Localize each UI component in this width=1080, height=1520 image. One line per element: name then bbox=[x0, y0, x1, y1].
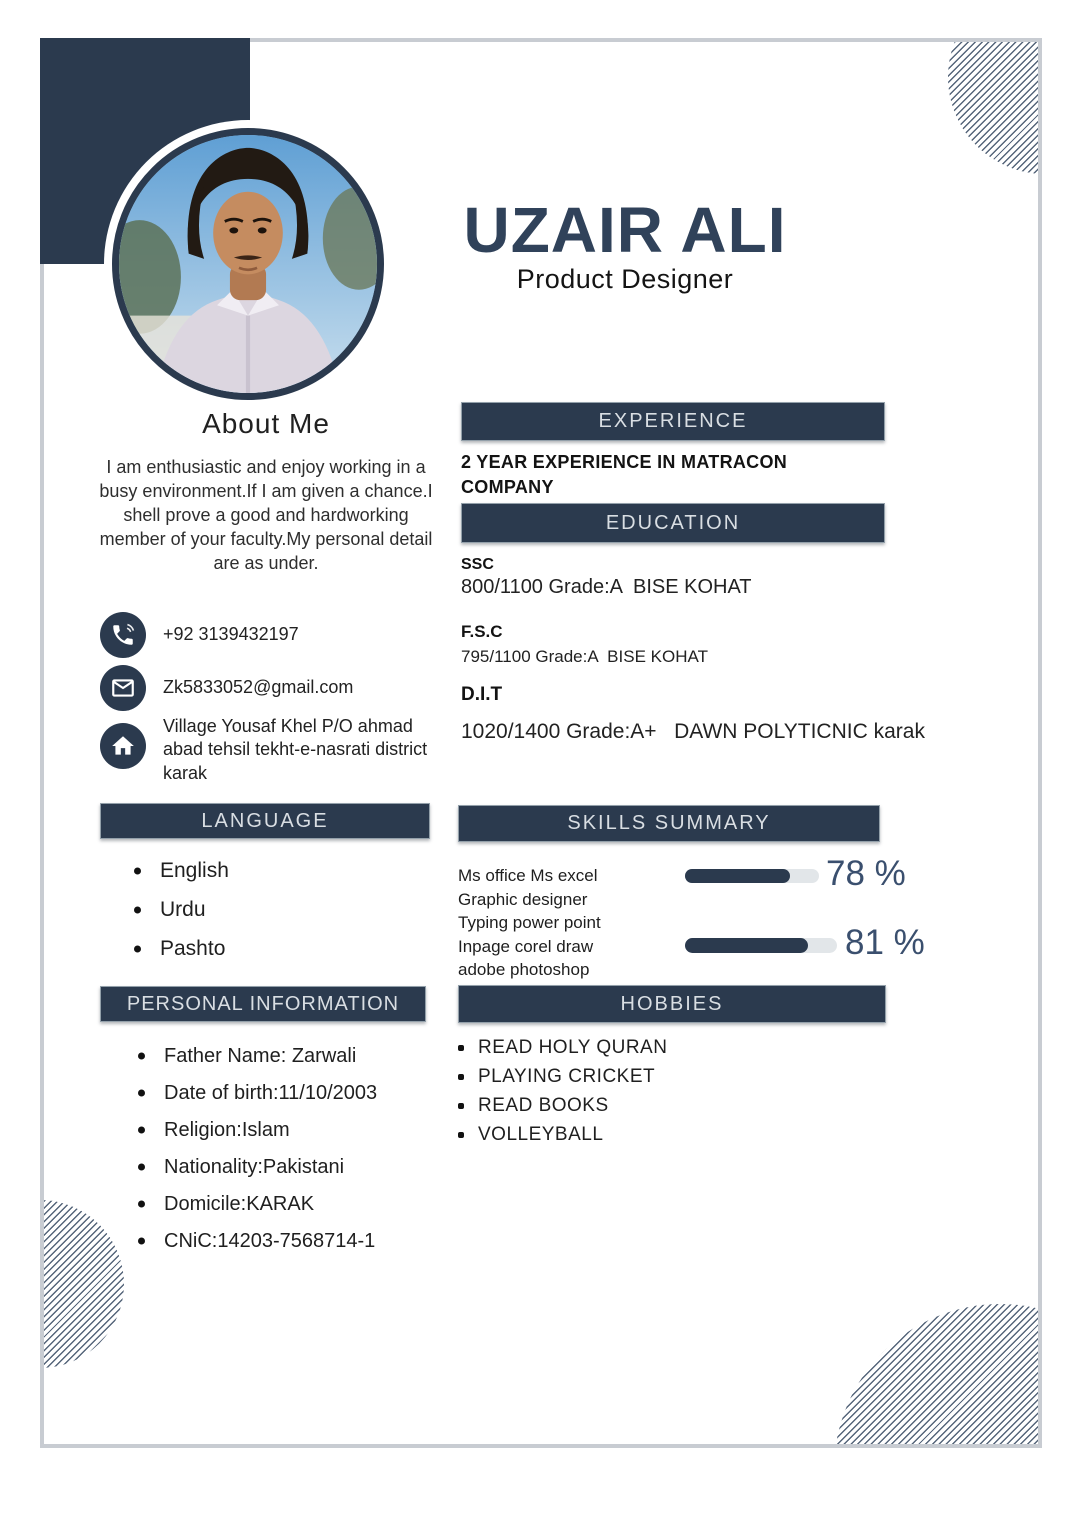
skill-label: adobe photoshop bbox=[458, 960, 590, 979]
list-item: Father Name: Zarwali bbox=[136, 1045, 377, 1067]
list-item: English bbox=[132, 860, 229, 881]
education-detail: 800/1100 Grade:A BISE KOHAT bbox=[461, 576, 752, 598]
education-degree: D.I.T bbox=[461, 684, 503, 705]
skill-label: Typing power point bbox=[458, 913, 601, 932]
skills-section-header: SKILLS SUMMARY bbox=[458, 805, 880, 842]
about-section bbox=[96, 408, 436, 576]
skill-percent-value: 81 % bbox=[845, 923, 925, 962]
list-item: VOLLEYBALL bbox=[458, 1124, 667, 1146]
skill-label: Ms office Ms excel bbox=[458, 866, 598, 885]
page-title: UZAIR ALI bbox=[463, 194, 787, 266]
list-item: Nationality:Pakistani bbox=[136, 1156, 377, 1178]
striped-circle-bottom-right bbox=[834, 1304, 1038, 1444]
email-address: Zk5833052@gmail.com bbox=[163, 677, 354, 698]
hobbies-section-header: HOBBIES bbox=[458, 985, 886, 1023]
personal-info-section-header: PERSONAL INFORMATION bbox=[100, 986, 426, 1022]
home-address: Village Yousaf Khel P/O ahmad abad tehsil tekht-e-nasrati district karak bbox=[163, 716, 428, 783]
about-heading: About Me bbox=[202, 408, 330, 439]
contact-email-row bbox=[100, 665, 353, 711]
skill-percent-value: 78 % bbox=[826, 854, 906, 893]
personal-info-list bbox=[136, 1045, 377, 1267]
list-item: Domicile:KARAK bbox=[136, 1193, 377, 1215]
mail-icon bbox=[100, 665, 146, 711]
education-detail: 1020/1400 Grade:A+ DAWN POLYTICNIC karak bbox=[461, 720, 925, 743]
language-list bbox=[132, 860, 229, 977]
education-degree: F.S.C bbox=[461, 622, 503, 641]
skill-label: Graphic designer bbox=[458, 889, 588, 909]
language-section-header: LANGUAGE bbox=[100, 803, 430, 839]
striped-circle-top-right bbox=[948, 42, 1038, 174]
list-item: Religion:Islam bbox=[136, 1119, 377, 1141]
education-section-header: EDUCATION bbox=[461, 503, 885, 543]
profile-photo-frame bbox=[104, 120, 392, 408]
skill-progress-fill bbox=[685, 869, 790, 883]
skills-label-list bbox=[458, 864, 601, 982]
skill-progress-bar bbox=[685, 938, 837, 953]
portrait-illustration bbox=[119, 135, 377, 393]
home-icon bbox=[100, 723, 146, 769]
list-item: READ BOOKS bbox=[458, 1095, 667, 1117]
education-degree: SSC bbox=[461, 556, 494, 573]
skill-progress-bar bbox=[685, 869, 819, 883]
contact-phone-row bbox=[100, 612, 299, 658]
job-title: Product Designer bbox=[516, 264, 734, 294]
list-item: READ HOLY QURAN bbox=[458, 1037, 667, 1059]
header-title-block bbox=[430, 194, 820, 295]
about-text: I am enthusiastic and enjoy working in a busy environment.If I am given a chance.I shell prove a good and hardworking member of your faculty.My personal detail are as under. bbox=[99, 457, 433, 573]
skill-label: Inpage corel draw bbox=[458, 936, 594, 956]
phone-icon bbox=[100, 612, 146, 658]
experience-entry: 2 YEAR EXPERIENCE IN MATRACON COMPANY bbox=[461, 452, 788, 498]
phone-number: +92 3139432197 bbox=[163, 624, 299, 645]
list-item: CNiC:14203-7568714-1 bbox=[136, 1230, 377, 1252]
experience-section-header: EXPERIENCE bbox=[461, 402, 885, 441]
list-item: Date of birth:11/10/2003 bbox=[136, 1082, 377, 1104]
list-item: Urdu bbox=[132, 899, 229, 920]
education-detail: 795/1100 Grade:A BISE KOHAT bbox=[461, 647, 708, 666]
list-item: PLAYING CRICKET bbox=[458, 1066, 667, 1088]
list-item: Pashto bbox=[132, 938, 229, 959]
hobbies-list bbox=[458, 1037, 667, 1153]
contact-address-row bbox=[100, 715, 443, 785]
profile-photo bbox=[112, 128, 384, 400]
skill-progress-fill bbox=[685, 938, 808, 953]
striped-circle-bottom-left bbox=[44, 1200, 124, 1368]
